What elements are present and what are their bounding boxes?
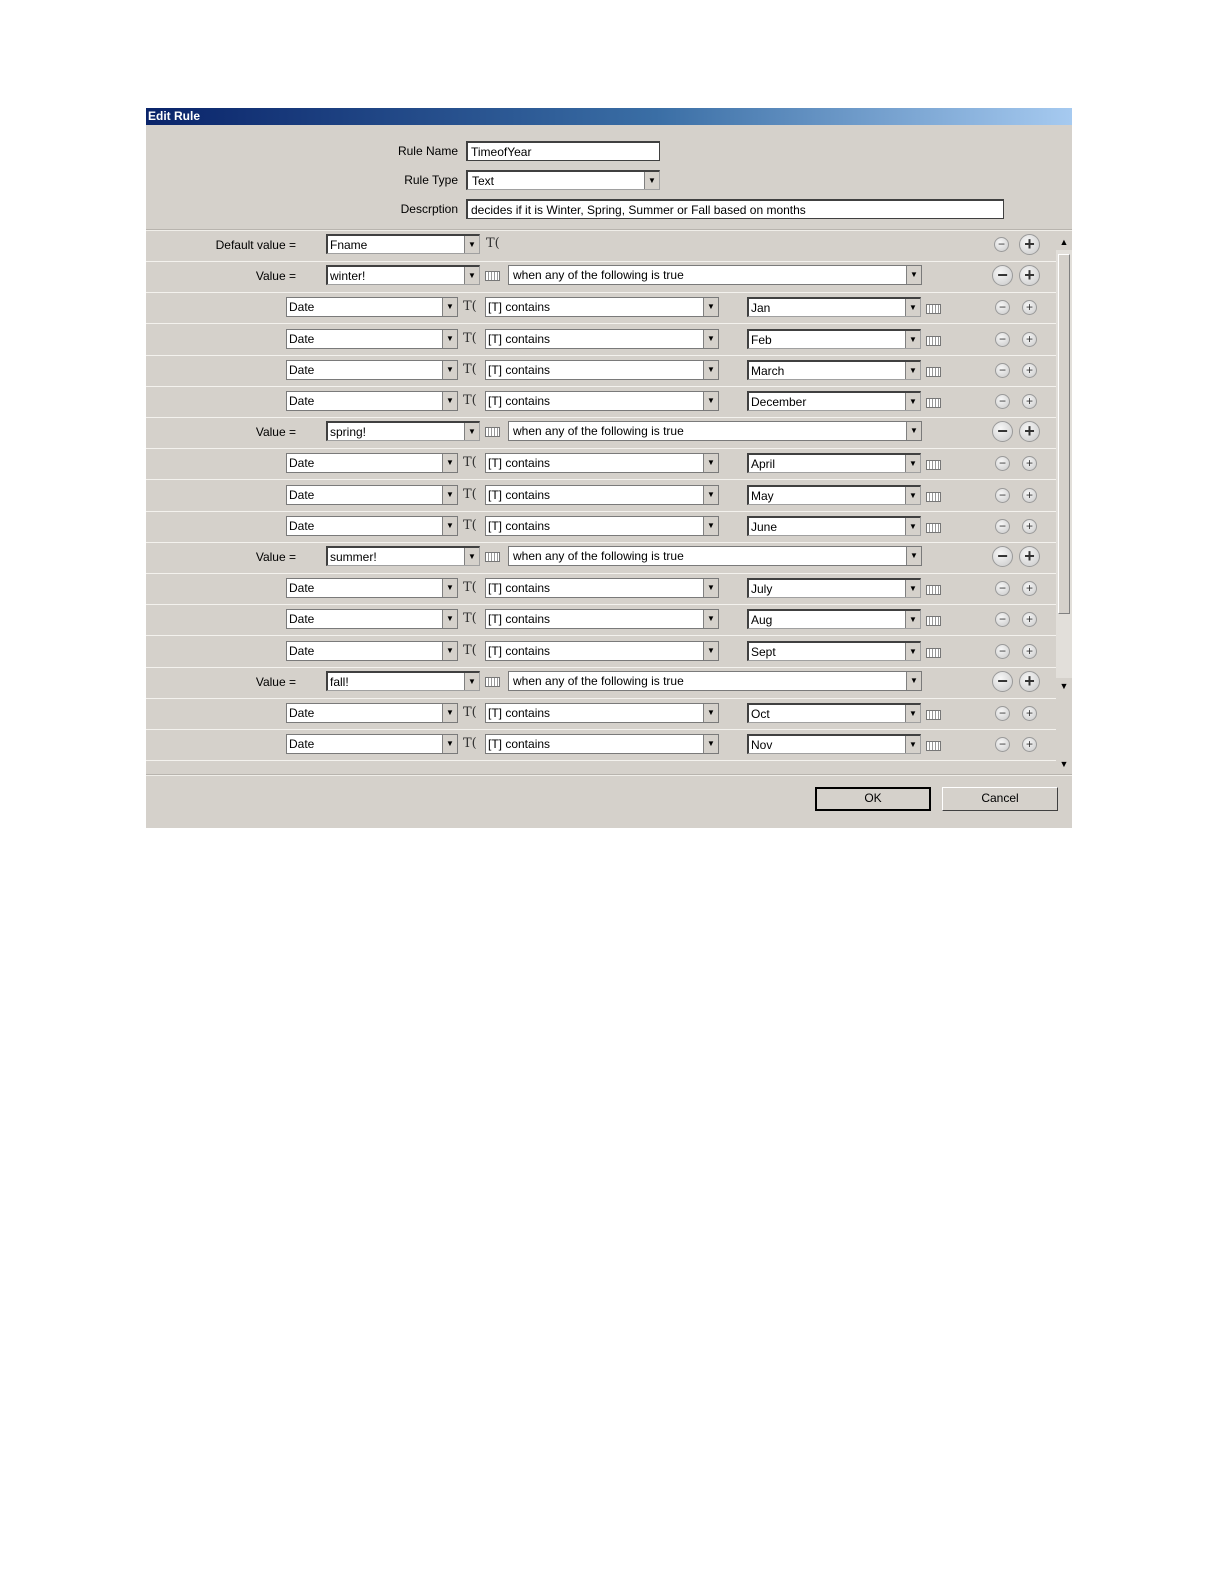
- text-tool-icon[interactable]: T(: [463, 611, 477, 626]
- description-input[interactable]: decides if it is Winter, Spring, Summer or Fall based on months: [466, 199, 1004, 219]
- match-value-select[interactable]: [747, 329, 921, 349]
- field-text: Date: [289, 394, 315, 408]
- match-condition-text: when any of the following is true: [513, 424, 684, 438]
- text-tool-icon[interactable]: T(: [463, 518, 477, 533]
- add-icon[interactable]: +: [1022, 456, 1037, 471]
- condition-row: [146, 698, 1056, 730]
- field-text: Date: [289, 363, 315, 377]
- operator-select[interactable]: [485, 516, 719, 536]
- operator-text: [T] contains: [488, 644, 551, 658]
- match-value-select[interactable]: [747, 734, 921, 754]
- chevron-down-icon[interactable]: ▼: [905, 736, 920, 753]
- chevron-down-icon[interactable]: ▼: [464, 673, 479, 690]
- ok-button[interactable]: OK: [815, 787, 931, 811]
- keyboard-icon[interactable]: [485, 552, 500, 562]
- match-value-text: December: [751, 395, 807, 409]
- match-condition-text: when any of the following is true: [513, 268, 684, 282]
- chevron-down-icon[interactable]: ▼: [905, 455, 920, 472]
- default-value-row: [146, 230, 1056, 262]
- operator-select[interactable]: [485, 391, 719, 411]
- match-value-select[interactable]: [747, 297, 921, 317]
- match-value-select[interactable]: [747, 578, 921, 598]
- chevron-down-icon[interactable]: ▼: [905, 487, 920, 504]
- operator-text: [T] contains: [488, 612, 551, 626]
- chevron-down-icon[interactable]: ▼: [703, 579, 718, 597]
- rule-list: [146, 230, 1056, 770]
- operator-text: [T] contains: [488, 519, 551, 533]
- chevron-down-icon[interactable]: ▼: [442, 735, 457, 753]
- operator-select[interactable]: [485, 641, 719, 661]
- keyboard-icon[interactable]: [926, 304, 941, 314]
- match-value-text: June: [751, 520, 778, 534]
- operator-select[interactable]: [485, 703, 719, 723]
- chevron-down-icon[interactable]: ▼: [905, 299, 920, 316]
- chevron-down-icon[interactable]: ▼: [703, 517, 718, 535]
- operator-text: [T] contains: [488, 332, 551, 346]
- add-icon[interactable]: +: [1022, 519, 1037, 534]
- field-text: Date: [289, 332, 315, 346]
- field-select[interactable]: [286, 360, 458, 380]
- edit-rule-dialog: [146, 108, 1072, 828]
- field-select[interactable]: [286, 578, 458, 598]
- operator-text: [T] contains: [488, 488, 551, 502]
- keyboard-icon[interactable]: [485, 427, 500, 437]
- default-value-select[interactable]: [326, 234, 480, 254]
- remove-icon[interactable]: −: [995, 363, 1010, 378]
- outer-scroll-down-icon[interactable]: ▼: [1056, 756, 1072, 772]
- chevron-down-icon[interactable]: ▼: [703, 330, 718, 348]
- field-select[interactable]: [286, 485, 458, 505]
- rule-type-value: Text: [472, 174, 495, 188]
- value-text: spring!: [330, 425, 367, 439]
- chevron-down-icon[interactable]: ▼: [905, 611, 920, 628]
- operator-text: [T] contains: [488, 456, 551, 470]
- value-label: Value =: [255, 425, 296, 439]
- chevron-down-icon[interactable]: ▼: [442, 610, 457, 628]
- chevron-down-icon[interactable]: ▼: [703, 486, 718, 504]
- field-select[interactable]: [286, 391, 458, 411]
- match-value-select[interactable]: [747, 453, 921, 473]
- operator-select[interactable]: [485, 734, 719, 754]
- value-label: Value =: [255, 269, 296, 283]
- field-select[interactable]: [286, 609, 458, 629]
- footer-separator: [146, 774, 1072, 776]
- rule-name-label: Rule Name: [397, 144, 458, 158]
- match-condition-select[interactable]: [508, 421, 922, 441]
- add-icon[interactable]: +: [1022, 300, 1037, 315]
- cancel-button[interactable]: Cancel: [942, 787, 1058, 811]
- chevron-down-icon[interactable]: ▼: [442, 298, 457, 316]
- title-bar[interactable]: [146, 108, 1072, 125]
- text-tool-icon[interactable]: T(: [486, 236, 500, 251]
- operator-text: [T] contains: [488, 300, 551, 314]
- value-select[interactable]: [326, 265, 480, 285]
- dialog-title: Edit Rule: [148, 109, 201, 123]
- rule-type-select[interactable]: [466, 170, 660, 190]
- chevron-down-icon[interactable]: ▼: [442, 579, 457, 597]
- match-value-text: Sept: [751, 645, 776, 659]
- keyboard-icon[interactable]: [926, 523, 941, 533]
- field-text: Date: [289, 612, 315, 626]
- match-value-select[interactable]: [747, 391, 921, 411]
- value-row: [146, 261, 1056, 293]
- scroll-up-icon[interactable]: ▲: [1056, 234, 1072, 250]
- keyboard-icon[interactable]: [485, 271, 500, 281]
- remove-icon[interactable]: −: [995, 300, 1010, 315]
- chevron-down-icon[interactable]: ▼: [442, 517, 457, 535]
- field-text: Date: [289, 300, 315, 314]
- match-value-select[interactable]: [747, 485, 921, 505]
- match-value-text: Jan: [751, 301, 771, 315]
- chevron-down-icon[interactable]: ▼: [464, 267, 479, 284]
- chevron-down-icon[interactable]: ▼: [703, 610, 718, 628]
- condition-row: [146, 448, 1056, 480]
- chevron-down-icon[interactable]: ▼: [906, 672, 921, 690]
- field-text: Date: [289, 519, 315, 533]
- rule-name-input[interactable]: TimeofYear: [466, 141, 660, 161]
- add-icon[interactable]: +: [1019, 265, 1040, 286]
- match-value-select[interactable]: [747, 609, 921, 629]
- add-icon[interactable]: +: [1022, 706, 1037, 721]
- field-select[interactable]: [286, 516, 458, 536]
- match-value-text: Nov: [751, 738, 773, 752]
- operator-select[interactable]: [485, 578, 719, 598]
- text-tool-icon[interactable]: T(: [463, 393, 477, 408]
- add-icon[interactable]: +: [1022, 581, 1037, 596]
- field-select[interactable]: [286, 703, 458, 723]
- chevron-down-icon[interactable]: ▼: [644, 172, 659, 189]
- text-tool-icon[interactable]: T(: [463, 736, 477, 751]
- match-value-select[interactable]: [747, 516, 921, 536]
- chevron-down-icon[interactable]: ▼: [442, 454, 457, 472]
- match-condition-select[interactable]: [508, 265, 922, 285]
- chevron-down-icon[interactable]: ▼: [703, 704, 718, 722]
- text-tool-icon[interactable]: T(: [463, 705, 477, 720]
- chevron-down-icon[interactable]: ▼: [905, 393, 920, 410]
- chevron-down-icon[interactable]: ▼: [442, 330, 457, 348]
- add-icon[interactable]: +: [1022, 363, 1037, 378]
- scrollbar-thumb[interactable]: [1058, 254, 1070, 614]
- field-select[interactable]: [286, 297, 458, 317]
- field-text: Date: [289, 456, 315, 470]
- field-text: Date: [289, 737, 315, 751]
- field-select[interactable]: [286, 453, 458, 473]
- keyboard-icon[interactable]: [926, 616, 941, 626]
- rule-type-label: Rule Type: [404, 173, 458, 187]
- chevron-down-icon[interactable]: ▼: [905, 362, 920, 379]
- add-icon[interactable]: +: [1019, 671, 1040, 692]
- value-label: Value =: [255, 675, 296, 689]
- chevron-down-icon[interactable]: ▼: [464, 236, 479, 253]
- operator-select[interactable]: [485, 297, 719, 317]
- add-icon[interactable]: +: [1022, 737, 1037, 752]
- chevron-down-icon[interactable]: ▼: [703, 392, 718, 410]
- description-label: Descrption: [400, 202, 458, 216]
- keyboard-icon[interactable]: [926, 741, 941, 751]
- match-condition-text: when any of the following is true: [513, 674, 684, 688]
- remove-icon[interactable]: −: [995, 394, 1010, 409]
- condition-row: [146, 324, 1056, 356]
- add-icon[interactable]: +: [1022, 488, 1037, 503]
- default-value-label: Default value =: [215, 238, 296, 252]
- chevron-down-icon[interactable]: ▼: [703, 361, 718, 379]
- condition-row: [146, 292, 1056, 324]
- value-row: [146, 667, 1056, 699]
- value-label: Value =: [255, 550, 296, 564]
- scroll-down-icon[interactable]: ▼: [1056, 678, 1072, 694]
- value-select[interactable]: [326, 421, 480, 441]
- chevron-down-icon[interactable]: ▼: [442, 704, 457, 722]
- remove-icon[interactable]: −: [992, 671, 1013, 692]
- remove-icon[interactable]: −: [995, 456, 1010, 471]
- chevron-down-icon[interactable]: ▼: [703, 454, 718, 472]
- chevron-down-icon[interactable]: ▼: [442, 392, 457, 410]
- default-value-text: Fname: [330, 238, 368, 252]
- match-condition-select[interactable]: [508, 546, 922, 566]
- add-icon[interactable]: +: [1019, 234, 1040, 255]
- operator-text: [T] contains: [488, 737, 551, 751]
- text-tool-icon[interactable]: T(: [463, 455, 477, 470]
- chevron-down-icon[interactable]: ▼: [464, 548, 479, 565]
- value-select[interactable]: [326, 671, 480, 691]
- value-row: [146, 417, 1056, 449]
- chevron-down-icon[interactable]: ▼: [906, 547, 921, 565]
- match-value-text: Aug: [751, 613, 773, 627]
- add-icon[interactable]: +: [1019, 421, 1040, 442]
- remove-icon[interactable]: −: [995, 644, 1010, 659]
- text-tool-icon[interactable]: T(: [463, 299, 477, 314]
- match-value-text: Oct: [751, 707, 770, 721]
- operator-select[interactable]: [485, 485, 719, 505]
- field-select[interactable]: [286, 329, 458, 349]
- operator-select[interactable]: [485, 609, 719, 629]
- condition-row: [146, 480, 1056, 512]
- field-text: Date: [289, 581, 315, 595]
- value-text: summer!: [330, 550, 377, 564]
- match-condition-select[interactable]: [508, 671, 922, 691]
- chevron-down-icon[interactable]: ▼: [905, 331, 920, 348]
- keyboard-icon[interactable]: [926, 460, 941, 470]
- condition-row: [146, 729, 1056, 761]
- operator-text: [T] contains: [488, 706, 551, 720]
- field-text: Date: [289, 644, 315, 658]
- operator-select[interactable]: [485, 453, 719, 473]
- field-text: Date: [289, 706, 315, 720]
- add-icon[interactable]: +: [1022, 332, 1037, 347]
- chevron-down-icon[interactable]: ▼: [703, 642, 718, 660]
- operator-text: [T] contains: [488, 363, 551, 377]
- condition-row: [146, 511, 1056, 543]
- match-value-select[interactable]: [747, 641, 921, 661]
- match-value-select[interactable]: [747, 703, 921, 723]
- remove-icon[interactable]: −: [994, 237, 1009, 252]
- add-icon[interactable]: +: [1022, 644, 1037, 659]
- remove-icon[interactable]: −: [992, 421, 1013, 442]
- match-value-text: Feb: [751, 333, 772, 347]
- remove-icon[interactable]: −: [995, 519, 1010, 534]
- chevron-down-icon[interactable]: ▼: [905, 643, 920, 660]
- value-text: fall!: [330, 675, 349, 689]
- chevron-down-icon[interactable]: ▼: [906, 422, 921, 440]
- remove-icon[interactable]: −: [992, 265, 1013, 286]
- condition-row: [146, 386, 1056, 418]
- keyboard-icon[interactable]: [926, 585, 941, 595]
- operator-select[interactable]: [485, 329, 719, 349]
- chevron-down-icon[interactable]: ▼: [442, 361, 457, 379]
- keyboard-icon[interactable]: [926, 492, 941, 502]
- value-row: [146, 542, 1056, 574]
- add-icon[interactable]: +: [1022, 612, 1037, 627]
- chevron-down-icon[interactable]: ▼: [906, 266, 921, 284]
- condition-row: [146, 636, 1056, 668]
- match-value-select[interactable]: [747, 360, 921, 380]
- keyboard-icon[interactable]: [926, 648, 941, 658]
- keyboard-icon[interactable]: [926, 398, 941, 408]
- condition-row: [146, 573, 1056, 605]
- remove-icon[interactable]: −: [995, 612, 1010, 627]
- match-condition-text: when any of the following is true: [513, 549, 684, 563]
- operator-text: [T] contains: [488, 581, 551, 595]
- chevron-down-icon[interactable]: ▼: [442, 642, 457, 660]
- match-value-text: March: [751, 364, 785, 378]
- value-select[interactable]: [326, 546, 480, 566]
- operator-select[interactable]: [485, 360, 719, 380]
- text-tool-icon[interactable]: T(: [463, 643, 477, 658]
- remove-icon[interactable]: −: [995, 581, 1010, 596]
- field-select[interactable]: [286, 641, 458, 661]
- value-text: winter!: [330, 269, 366, 283]
- chevron-down-icon[interactable]: ▼: [703, 735, 718, 753]
- keyboard-icon[interactable]: [926, 367, 941, 377]
- field-text: Date: [289, 488, 315, 502]
- remove-icon[interactable]: −: [995, 488, 1010, 503]
- text-tool-icon[interactable]: T(: [463, 331, 477, 346]
- chevron-down-icon[interactable]: ▼: [464, 423, 479, 440]
- keyboard-icon[interactable]: [485, 677, 500, 687]
- chevron-down-icon[interactable]: ▼: [905, 518, 920, 535]
- text-tool-icon[interactable]: T(: [463, 487, 477, 502]
- vertical-scrollbar[interactable]: [1056, 234, 1072, 694]
- remove-icon[interactable]: −: [992, 546, 1013, 567]
- chevron-down-icon[interactable]: ▼: [442, 486, 457, 504]
- chevron-down-icon[interactable]: ▼: [905, 705, 920, 722]
- chevron-down-icon[interactable]: ▼: [905, 580, 920, 597]
- condition-row: [146, 604, 1056, 636]
- remove-icon[interactable]: −: [995, 332, 1010, 347]
- add-icon[interactable]: +: [1019, 546, 1040, 567]
- keyboard-icon[interactable]: [926, 336, 941, 346]
- match-value-text: May: [751, 489, 774, 503]
- condition-row: [146, 355, 1056, 387]
- add-icon[interactable]: +: [1022, 394, 1037, 409]
- match-value-text: April: [751, 457, 776, 471]
- remove-icon[interactable]: −: [995, 706, 1010, 721]
- text-tool-icon[interactable]: T(: [463, 362, 477, 377]
- operator-text: [T] contains: [488, 394, 551, 408]
- remove-icon[interactable]: −: [995, 737, 1010, 752]
- chevron-down-icon[interactable]: ▼: [703, 298, 718, 316]
- keyboard-icon[interactable]: [926, 710, 941, 720]
- field-select[interactable]: [286, 734, 458, 754]
- text-tool-icon[interactable]: T(: [463, 580, 477, 595]
- match-value-text: July: [751, 582, 773, 596]
